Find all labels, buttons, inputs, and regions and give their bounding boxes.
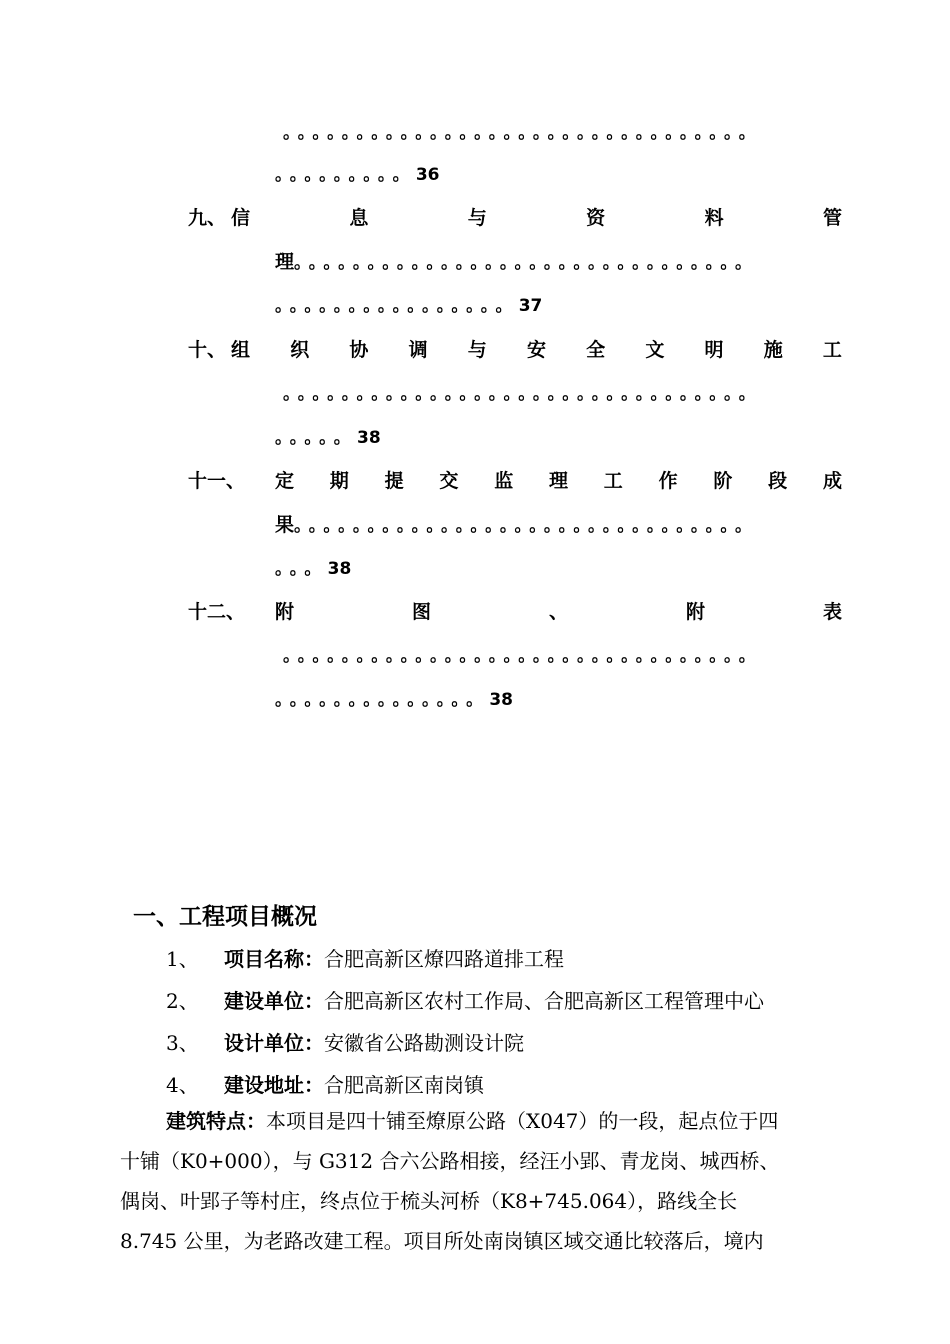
toc-dots: 。。。 bbox=[275, 559, 328, 579]
toc-entry-10-title bbox=[231, 335, 842, 362]
toc-entry-10-dots: 。。。。。。。。。。。。。。。。。。。。。。。。。。。。。。。。 bbox=[283, 384, 762, 404]
toc-char: 安 bbox=[526, 339, 546, 361]
toc-char: 与 bbox=[467, 207, 487, 229]
features-line-1 bbox=[166, 1101, 778, 1141]
toc-char: 段 bbox=[768, 470, 788, 492]
toc-char: 信 bbox=[231, 207, 251, 229]
toc-dots: 。。。。。。。。。 bbox=[275, 165, 416, 185]
item-label: 建设地址： bbox=[224, 1073, 324, 1097]
features-text: 本项目是四十铺至燎原公路（X047）的一段，起点位于四 bbox=[266, 1109, 779, 1133]
toc-entry-12-dots-end bbox=[275, 685, 513, 710]
toc-char: 图 bbox=[411, 601, 431, 623]
toc-char: 管 bbox=[822, 207, 842, 229]
features-label: 建筑特点： bbox=[166, 1109, 266, 1133]
toc-entry-12-title bbox=[275, 597, 842, 624]
toc-char: 息 bbox=[349, 207, 369, 229]
section-heading: 一、工程项目概况 bbox=[133, 903, 317, 930]
toc-entry-11-number: 十一、 bbox=[188, 470, 246, 492]
toc-entry-9-number: 九、 bbox=[188, 207, 227, 229]
toc-char: 作 bbox=[658, 470, 678, 492]
toc-char: 理 bbox=[275, 251, 295, 273]
toc-page-number: 38 bbox=[327, 559, 352, 579]
toc-char: 、 bbox=[548, 601, 568, 623]
toc-page-number: 38 bbox=[489, 690, 513, 710]
item-number: 1、 bbox=[166, 947, 199, 971]
toc-dots: 。。。。。。。。。。。。。。。。。。。。。。。。。。。。。。。 bbox=[294, 516, 759, 536]
toc-entry-11-title bbox=[275, 466, 842, 493]
toc-entry-8-dots: 。。。。。。。。。。。。。。。。。。。。。。。。。。。。。。。。 bbox=[283, 123, 762, 143]
project-item-3 bbox=[166, 1027, 524, 1056]
project-item-4 bbox=[166, 1069, 484, 1098]
item-label: 建设单位： bbox=[224, 989, 324, 1013]
toc-char: 与 bbox=[467, 339, 487, 361]
toc-entry-11-line2 bbox=[275, 510, 758, 537]
features-line-4: 8.745 公里，为老路改建工程。项目所处南岗镇区域交通比较落后，境内 bbox=[120, 1229, 764, 1253]
toc-dots: 。。。。。 bbox=[275, 428, 357, 448]
toc-entry-10-dots-end bbox=[275, 423, 381, 448]
toc-dots: 。。。。。。。。。。。。。。。。。。。。。。。。。。。。。。。 bbox=[294, 253, 759, 273]
toc-char: 协 bbox=[349, 339, 369, 361]
toc-entry-12-dots: 。。。。。。。。。。。。。。。。。。。。。。。。。。。。。。。。 bbox=[283, 646, 762, 666]
item-value: 合肥高新区农村工作局、合肥高新区工程管理中心 bbox=[324, 989, 764, 1013]
toc-entry-12-number: 十二、 bbox=[188, 601, 246, 623]
item-value: 合肥高新区燎四路道排工程 bbox=[324, 947, 564, 971]
toc-char: 工 bbox=[822, 339, 842, 361]
toc-char: 组 bbox=[231, 339, 251, 361]
toc-char: 提 bbox=[384, 470, 404, 492]
toc-char: 定 bbox=[275, 470, 295, 492]
toc-char: 表 bbox=[822, 601, 842, 623]
toc-char: 织 bbox=[290, 339, 310, 361]
toc-char: 施 bbox=[763, 339, 783, 361]
toc-entry-9-dots-end bbox=[275, 291, 542, 316]
item-label: 项目名称： bbox=[224, 947, 324, 971]
item-label: 设计单位： bbox=[224, 1031, 324, 1055]
toc-char: 交 bbox=[439, 470, 459, 492]
item-value: 安徽省公路勘测设计院 bbox=[324, 1031, 524, 1055]
toc-char: 阶 bbox=[713, 470, 733, 492]
toc-dots: 。。。。。。。。。。。。。。 bbox=[275, 690, 490, 710]
project-item-1 bbox=[166, 943, 564, 972]
item-number: 2、 bbox=[166, 989, 199, 1013]
toc-page-number: 36 bbox=[415, 165, 440, 185]
toc-char: 果 bbox=[275, 514, 295, 536]
toc-char: 明 bbox=[704, 339, 724, 361]
features-line-2: 十铺（K0+000），与 G312 合六公路相接，经汪小郢、青龙岗、城西桥、 bbox=[120, 1149, 780, 1173]
toc-entry-11-dots-end bbox=[275, 554, 351, 579]
item-number: 4、 bbox=[166, 1073, 199, 1097]
project-item-2 bbox=[166, 985, 764, 1014]
features-line-3: 偶岗、叶郢子等村庄，终点位于梳头河桥（K8+745.064），路线全长 bbox=[120, 1189, 738, 1213]
toc-char: 理 bbox=[548, 470, 568, 492]
toc-char: 文 bbox=[645, 339, 665, 361]
toc-char: 料 bbox=[704, 207, 724, 229]
toc-char: 附 bbox=[275, 601, 295, 623]
toc-entry-8-dots-end bbox=[275, 160, 439, 185]
toc-char: 资 bbox=[586, 207, 606, 229]
item-value: 合肥高新区南岗镇 bbox=[324, 1073, 484, 1097]
toc-dots: 。。。。。。。。。。。。。。。。 bbox=[275, 296, 519, 316]
toc-char: 全 bbox=[586, 339, 606, 361]
toc-char: 附 bbox=[685, 601, 705, 623]
toc-page-number: 37 bbox=[518, 296, 543, 316]
toc-entry-9-line2 bbox=[275, 247, 758, 274]
toc-char: 监 bbox=[494, 470, 514, 492]
item-number: 3、 bbox=[166, 1031, 199, 1055]
toc-char: 期 bbox=[329, 470, 349, 492]
toc-char: 工 bbox=[603, 470, 623, 492]
toc-entry-10-number: 十、 bbox=[188, 339, 227, 361]
toc-char: 调 bbox=[408, 339, 428, 361]
toc-char: 成 bbox=[822, 470, 842, 492]
toc-page-number: 38 bbox=[357, 428, 381, 448]
toc-entry-9-title bbox=[231, 203, 842, 230]
